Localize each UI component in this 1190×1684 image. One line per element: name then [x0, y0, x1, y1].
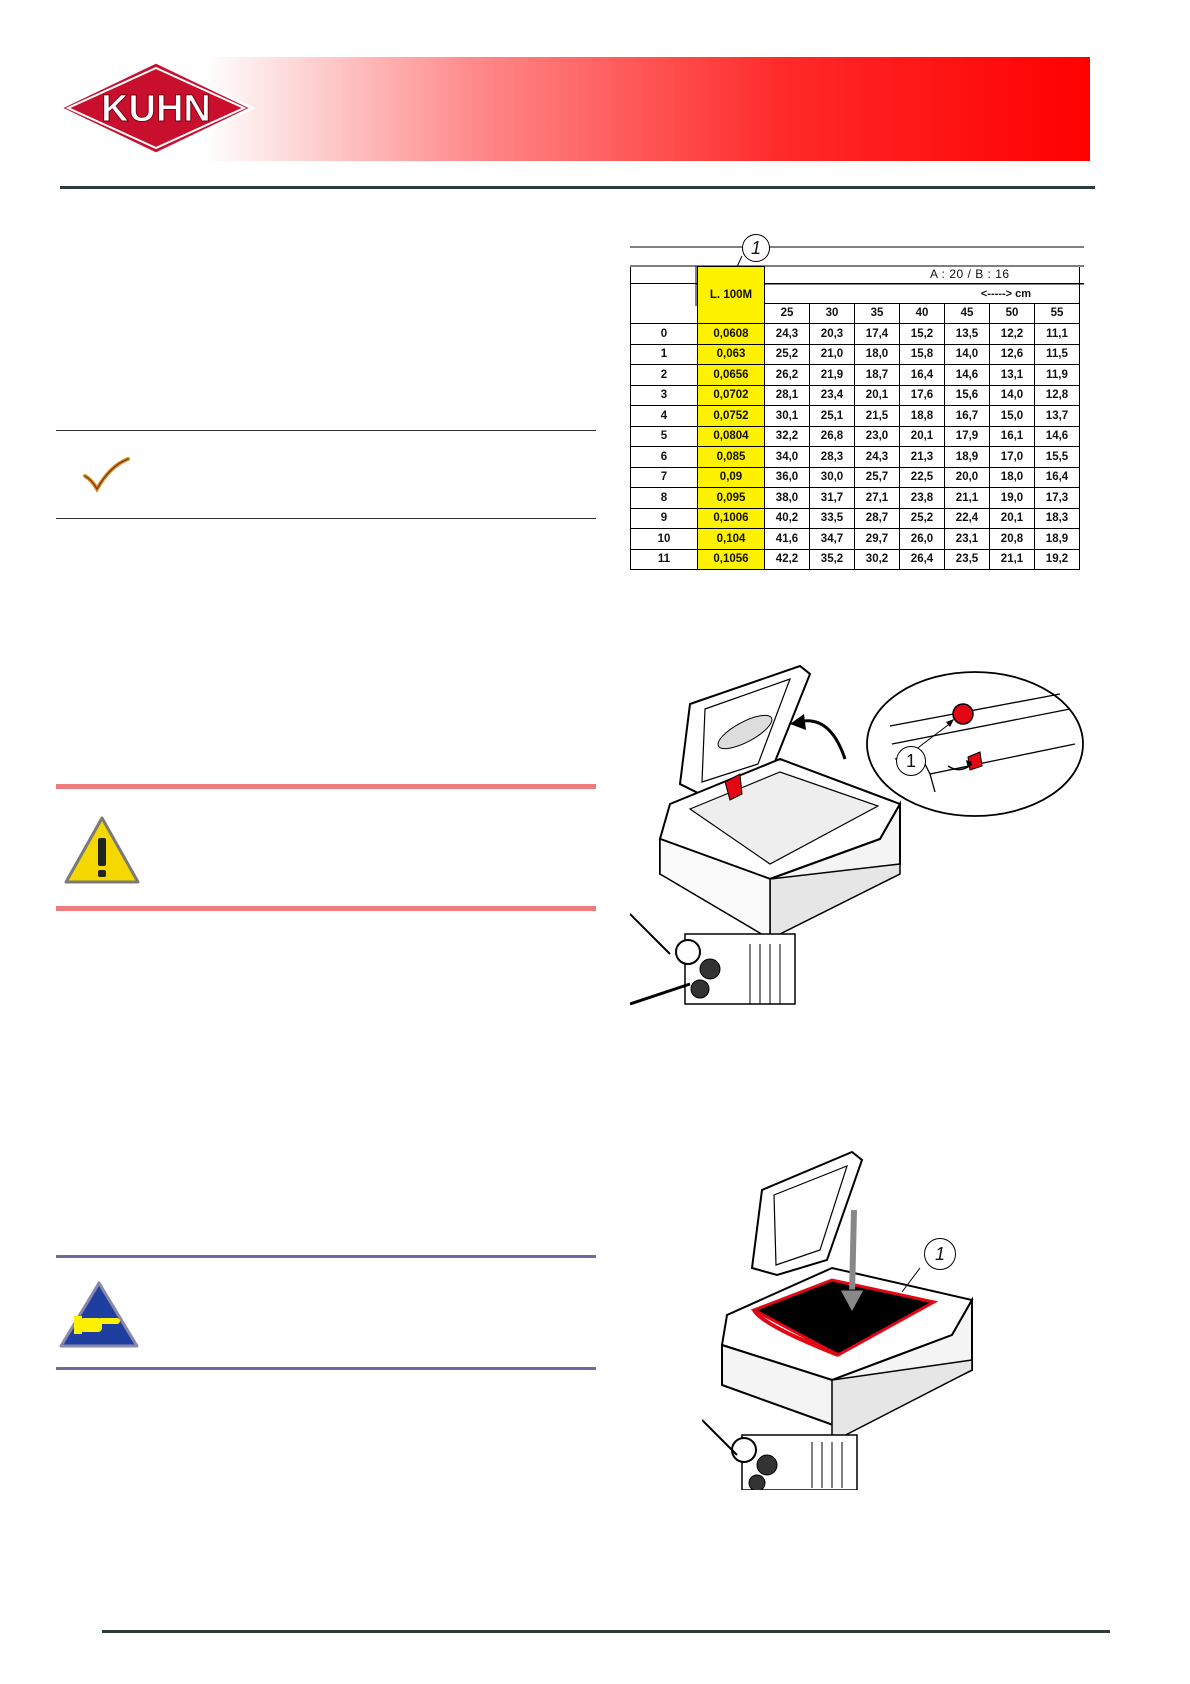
rate-cell: 0,0752	[698, 406, 765, 427]
value-cell: 24,3	[855, 447, 900, 468]
setting-cell: 10	[631, 529, 698, 550]
value-cell: 20,3	[810, 324, 855, 345]
setting-cell: 1	[631, 344, 698, 365]
setting-cell: 8	[631, 488, 698, 509]
spacing-header: 40	[900, 303, 945, 324]
warning-box-bottom-rule	[56, 906, 596, 911]
setting-cell: 3	[631, 385, 698, 406]
value-cell: 23,4	[810, 385, 855, 406]
value-cell: 25,2	[900, 508, 945, 529]
value-cell: 16,4	[900, 365, 945, 386]
value-cell: 18,8	[900, 406, 945, 427]
value-cell: 32,2	[765, 426, 810, 447]
footer-divider	[102, 1630, 1110, 1633]
rate-cell: 0,0608	[698, 324, 765, 345]
value-cell: 38,0	[765, 488, 810, 509]
value-cell: 34,7	[810, 529, 855, 550]
check-box-top-rule	[56, 430, 596, 431]
check-box-bottom-rule	[56, 518, 596, 519]
value-cell: 14,0	[990, 385, 1035, 406]
value-cell: 15,8	[900, 344, 945, 365]
value-cell: 17,4	[855, 324, 900, 345]
table-row	[631, 508, 1080, 529]
value-cell: 19,0	[990, 488, 1035, 509]
table-row	[631, 406, 1080, 427]
value-cell: 15,0	[990, 406, 1035, 427]
value-cell: 22,5	[900, 467, 945, 488]
value-cell: 35,2	[810, 549, 855, 570]
value-cell: 11,1	[1035, 324, 1080, 345]
value-cell: 20,1	[855, 385, 900, 406]
rate-cell: 0,0804	[698, 426, 765, 447]
value-cell: 12,2	[990, 324, 1035, 345]
value-cell: 14,0	[945, 344, 990, 365]
rate-header-cell: L. 100M	[698, 267, 765, 324]
value-cell: 34,0	[765, 447, 810, 468]
value-cell: 42,2	[765, 549, 810, 570]
table-row	[631, 365, 1080, 386]
kuhn-logo	[56, 58, 256, 158]
table-grid	[630, 266, 1080, 570]
spacing-header: 45	[945, 303, 990, 324]
hopper-lid-illustration	[630, 664, 1090, 1018]
rate-cell: 0,0702	[698, 385, 765, 406]
value-cell: 15,6	[945, 385, 990, 406]
value-cell: 24,3	[765, 324, 810, 345]
value-cell: 40,2	[765, 508, 810, 529]
value-cell: 26,0	[900, 529, 945, 550]
setting-cell: 6	[631, 447, 698, 468]
rate-cell: 0,104	[698, 529, 765, 550]
rate-cell: 0,095	[698, 488, 765, 509]
warning-box-top-rule	[56, 784, 596, 789]
value-cell: 17,0	[990, 447, 1035, 468]
pointing-hand-icon	[58, 1280, 140, 1350]
value-cell: 17,6	[900, 385, 945, 406]
value-cell: 11,9	[1035, 365, 1080, 386]
lid-callout-1: 1	[896, 746, 926, 776]
value-cell: 15,5	[1035, 447, 1080, 468]
logo-text: KUHN	[101, 88, 211, 130]
rate-cell: 0,0656	[698, 365, 765, 386]
setting-cell: 5	[631, 426, 698, 447]
rate-cell: 0,085	[698, 447, 765, 468]
value-cell: 15,2	[900, 324, 945, 345]
value-cell: 41,6	[765, 529, 810, 550]
setting-cell: 2	[631, 365, 698, 386]
value-cell: 26,2	[765, 365, 810, 386]
value-cell: 36,0	[765, 467, 810, 488]
value-cell: 20,1	[990, 508, 1035, 529]
table-key-label: A : 20 / B : 16	[930, 267, 1010, 281]
setting-cell: 11	[631, 549, 698, 570]
rate-cell: 0,1006	[698, 508, 765, 529]
fill-callout-1: 1	[924, 1238, 956, 1270]
spacing-header: 55	[1035, 303, 1080, 324]
table-row	[631, 426, 1080, 447]
header-divider	[60, 186, 1095, 189]
table-row	[631, 385, 1080, 406]
value-cell: 20,8	[990, 529, 1035, 550]
setting-cell: 4	[631, 406, 698, 427]
table-row	[631, 529, 1080, 550]
value-cell: 23,5	[945, 549, 990, 570]
value-cell: 26,4	[900, 549, 945, 570]
value-cell: 23,1	[945, 529, 990, 550]
value-cell: 12,6	[990, 344, 1035, 365]
value-cell: 27,1	[855, 488, 900, 509]
setting-cell: 7	[631, 467, 698, 488]
value-cell: 21,1	[945, 488, 990, 509]
spacing-header: 50	[990, 303, 1035, 324]
value-cell: 30,1	[765, 406, 810, 427]
value-cell: 13,5	[945, 324, 990, 345]
value-cell: 30,2	[855, 549, 900, 570]
value-cell: 17,3	[1035, 488, 1080, 509]
value-cell: 18,3	[1035, 508, 1080, 529]
value-cell: 28,7	[855, 508, 900, 529]
value-cell: 21,1	[990, 549, 1035, 570]
value-cell: 33,5	[810, 508, 855, 529]
value-cell: 14,6	[945, 365, 990, 386]
value-cell: 19,2	[1035, 549, 1080, 570]
value-cell: 28,3	[810, 447, 855, 468]
spacing-header: 35	[855, 303, 900, 324]
table-row	[631, 324, 1080, 345]
value-cell: 17,9	[945, 426, 990, 447]
value-cell: 31,7	[810, 488, 855, 509]
value-cell: 21,5	[855, 406, 900, 427]
value-cell: 18,9	[1035, 529, 1080, 550]
value-cell: 21,3	[900, 447, 945, 468]
value-cell: 13,7	[1035, 406, 1080, 427]
value-cell: 28,1	[765, 385, 810, 406]
rate-cell: 0,09	[698, 467, 765, 488]
value-cell: 18,0	[855, 344, 900, 365]
table-row	[631, 488, 1080, 509]
value-cell: 30,0	[810, 467, 855, 488]
value-cell: 23,0	[855, 426, 900, 447]
table-row	[631, 549, 1080, 570]
value-cell: 16,4	[1035, 467, 1080, 488]
unit-label-cell: <-----> cm	[765, 286, 1080, 304]
value-cell: 21,9	[810, 365, 855, 386]
table-row	[631, 467, 1080, 488]
note-box-bottom-rule	[56, 1367, 596, 1370]
value-cell: 12,8	[1035, 385, 1080, 406]
value-cell: 26,8	[810, 426, 855, 447]
table-callout-1: 1	[742, 234, 770, 262]
checkmark-icon	[82, 456, 132, 494]
value-cell: 18,7	[855, 365, 900, 386]
value-cell: 29,7	[855, 529, 900, 550]
spacing-header: 30	[810, 303, 855, 324]
value-cell: 16,7	[945, 406, 990, 427]
table-body	[631, 324, 1080, 570]
rate-cell: 0,063	[698, 344, 765, 365]
value-cell: 25,2	[765, 344, 810, 365]
value-cell: 16,1	[990, 426, 1035, 447]
hopper-fill-illustration	[702, 1150, 1032, 1490]
value-cell: 20,0	[945, 467, 990, 488]
value-cell: 25,1	[810, 406, 855, 427]
value-cell: 25,7	[855, 467, 900, 488]
value-cell: 13,1	[990, 365, 1035, 386]
table-row	[631, 344, 1080, 365]
value-cell: 18,0	[990, 467, 1035, 488]
setting-cell: 9	[631, 508, 698, 529]
corner-cell	[631, 267, 698, 324]
value-cell: 14,6	[1035, 426, 1080, 447]
value-cell: 23,8	[900, 488, 945, 509]
value-cell: 20,1	[900, 426, 945, 447]
warning-icon	[62, 814, 142, 888]
value-cell: 21,0	[810, 344, 855, 365]
seed-rate-table	[630, 238, 1084, 566]
value-cell: 18,9	[945, 447, 990, 468]
rate-cell: 0,1056	[698, 549, 765, 570]
spacing-header: 25	[765, 303, 810, 324]
setting-cell: 0	[631, 324, 698, 345]
note-box-top-rule	[56, 1255, 596, 1258]
value-cell: 22,4	[945, 508, 990, 529]
value-cell: 11,5	[1035, 344, 1080, 365]
table-row	[631, 447, 1080, 468]
